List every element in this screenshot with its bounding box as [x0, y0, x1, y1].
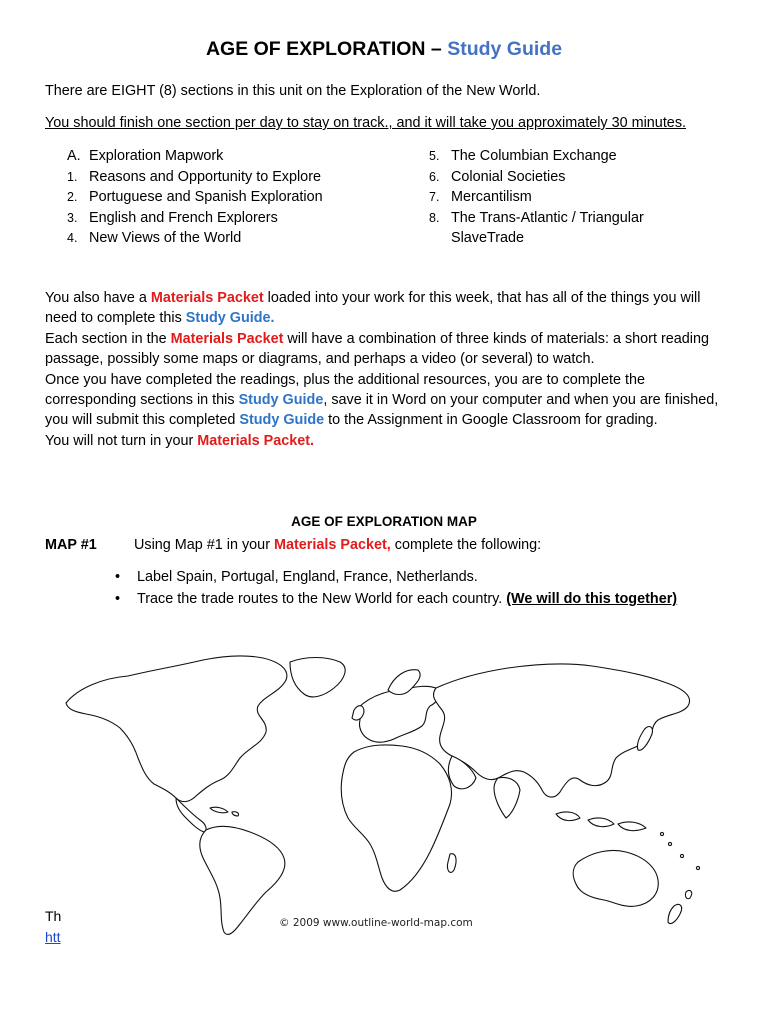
study-guide-ref: Study Guide. — [185, 310, 275, 327]
map-label: MAP #1 — [45, 537, 97, 553]
list-item: 7. Mercantilism — [429, 189, 532, 205]
materials-packet-ref: Materials Packet — [170, 330, 284, 347]
list-item: 3. English and French Explorers — [67, 209, 278, 226]
materials-packet-ref: Materials Packet — [150, 290, 264, 306]
pace-instruction: You should finish one section per day to stay on track., and it will take you approximately 30 minutes. — [45, 115, 687, 131]
title-main: AGE OF EXPLORATION – — [205, 38, 442, 60]
sections-list-right — [429, 146, 644, 249]
instructions-paragraph: You also have a Materials Packet loaded into your work for this week, that has all of the things you will need to complete this Study Guide. Each section in the Materials Packet will have a combination of three kinds of materials: a short reading passage, possibly some maps or diagrams, and perhaps a video (or several) to watch. Once you have completed the readings, plus the additional resources, you are to complete the corresponding sections in this Study Guide, save it in Word on your computer and when you are finished, you will submit this completed Study Guide to the Assignment in Google Classroom for grading. You will not turn in your Materials Packet. — [45, 290, 719, 449]
title-accent: Study Guide — [447, 38, 563, 60]
map-heading: AGE OF EXPLORATION MAP — [291, 514, 477, 529]
partial-text: Th — [45, 908, 62, 924]
list-item: 4. New Views of the World — [67, 230, 242, 246]
map-instruction: Using Map #1 in your Materials Packet, complete the following: — [134, 537, 542, 553]
list-item: 5. The Columbian Exchange — [429, 148, 617, 164]
list-item: 8. The Trans-Atlantic / Triangular SlaveTrade — [429, 209, 644, 246]
page-title — [0, 38, 768, 61]
study-guide-ref: Study Guide — [238, 392, 324, 409]
materials-packet-ref: Materials Packet. — [197, 432, 315, 449]
list-item: • Label Spain, Portugal, England, France, Netherlands. — [115, 569, 478, 585]
list-item: • Trace the trade routes to the New World for each country. (We will do this together) — [115, 591, 678, 607]
list-item: 2. Portuguese and Spanish Exploration — [67, 189, 323, 205]
map-tasks — [115, 566, 677, 610]
list-item: A. Exploration Mapwork — [67, 148, 224, 164]
study-guide-ref: Study Guide — [239, 412, 325, 429]
partial-link[interactable]: htt — [45, 929, 61, 945]
sections-list-left — [67, 146, 323, 249]
list-item: 1. Reasons and Opportunity to Explore — [67, 168, 321, 185]
intro-line: There are EIGHT (8) sections in this unit on the Exploration of the New World. — [45, 83, 541, 99]
list-item: 6. Colonial Societies — [429, 168, 566, 185]
map-credit: © 2009 www.outline-world-map.com — [276, 917, 476, 929]
world-outline-map — [58, 648, 718, 943]
